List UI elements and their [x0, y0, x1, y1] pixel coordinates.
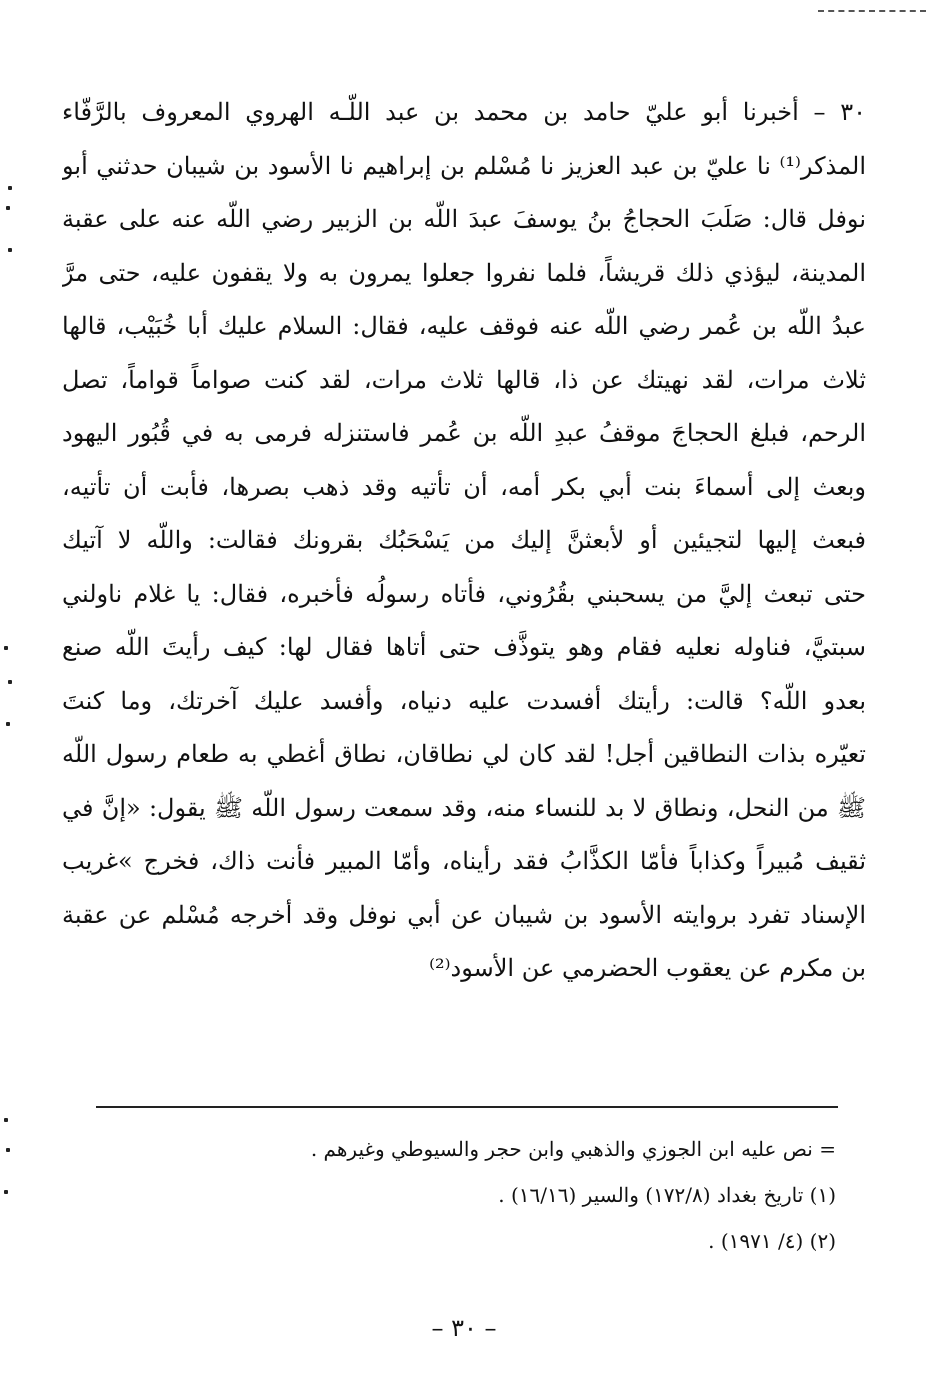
main-text-line: الرحم، فبلغ الحجاجَ موقفُ عبدِ اللّه بن عُمر فاستنزله فرمى به في قُبُور اليهود	[62, 419, 866, 447]
main-text-line: ثقيف مُبيراً وكذاباً فأمّا الكذَّابُ فقد رأيناه، وأمّا المبير فأنت ذاك، فخرج »غريب	[62, 847, 866, 875]
main-text-line: نوفل قال: صَلَبَ الحجاجُ بنُ يوسفَ عبدَ اللّه بن الزبير رضي اللّه عنه على عقبة	[62, 205, 866, 233]
margin-speck	[6, 1148, 10, 1152]
main-text-line: فبعث إليها لتجيئين أو لأبعثنَّ إليك من يَسْحَبُك بقرونك فقالت: واللّه لا آتيك	[62, 526, 866, 554]
footnote-line: = نص عليه ابن الجوزي والذهبي وابن حجر والسيوطي وغيرهم .	[310, 1137, 836, 1161]
main-text-line: بعدو اللّه؟ قالت: رأيتك أفسدت عليه دنياه، وأفسد عليك آخرتك، وما كنتَ	[62, 686, 866, 715]
footnote-separator	[96, 1106, 838, 1108]
main-text-line: وبعث إلى أسماءَ بنت أبي بكر أمه، أن تأتيه وقد ذهب بصرها، فأبت أن تأتيه،	[62, 472, 866, 501]
margin-speck	[8, 186, 12, 190]
main-text-block	[62, 86, 866, 996]
main-text-line: بن مكرم عن يعقوب الحضرمي عن الأسود⁽²⁾	[429, 954, 866, 982]
footnote-line: (٢) (٤/ ١٩٧١) .	[708, 1229, 836, 1253]
main-text-line: ٣٠ – أخبرنا أبو عليّ حامد بن محمد بن عبد اللّـه الهروي المعروف بالرَّفّاء	[62, 98, 866, 126]
main-text-line: المذكر⁽¹⁾ نا عليّ بن عبد العزيز نا مُسْلم بن إبراهيم نا الأسود بن شيبان حدثني أبو	[62, 151, 866, 180]
margin-speck	[8, 248, 12, 252]
margin-speck	[4, 646, 8, 650]
main-text-line: حتى تبعث إليَّ من يسحبني بقُرُوني، فأتاه رسولُه فأخبره، فقال: يا غلام ناولني	[62, 579, 866, 608]
footnotes-block	[96, 1126, 836, 1264]
main-text-line: عبدُ اللّه بن عُمر رضي اللّه عنه فوقف عليه، فقال: السلام عليك أبا خُبَيْب، قالها	[62, 312, 866, 340]
margin-speck	[8, 680, 12, 684]
margin-speck	[6, 206, 10, 210]
page-number: – ٣٠ –	[431, 1314, 497, 1342]
main-text-line: ﷺ من النحل، ونطاق لا بد للنساء منه، وقد سمعت رسول اللّه ﷺ يقول: «إنَّ في	[62, 793, 866, 822]
footnote-line: (١) تاريخ بغداد (١٧٢/٨) والسير (١٦/١٦) .	[498, 1183, 836, 1207]
margin-speck	[4, 1118, 8, 1122]
top-dashed-rule	[818, 10, 926, 12]
main-text-line: سبتيَّ، فناوله نعليه فقام وهو يتوذَّف حتى أتاها فقال لها: كيف رأيتَ اللّه صنع	[62, 633, 866, 661]
main-text-line: الإسناد تفرد بروايته الأسود بن شيبان عن أبي نوفل وقد أخرجه مُسْلم عن عقبة	[62, 900, 866, 929]
margin-speck	[4, 1190, 8, 1194]
main-text-line: المدينة، ليؤذي ذلك قريشاً، فلما نفروا جعلوا يمرون به ولا يقفون عليه، حتى مرَّ	[62, 258, 866, 287]
main-text-line: ثلاث مرات، لقد نهيتك عن ذا، قالها ثلاث مرات، لقد كنت صواماً قواماً، تصل	[62, 365, 866, 394]
margin-speck	[6, 722, 10, 726]
main-text-line: تعيّره بذات النطاقين أجل! لقد كان لي نطاقان، نطاق أغطي به طعام رسول اللّه	[62, 740, 866, 768]
